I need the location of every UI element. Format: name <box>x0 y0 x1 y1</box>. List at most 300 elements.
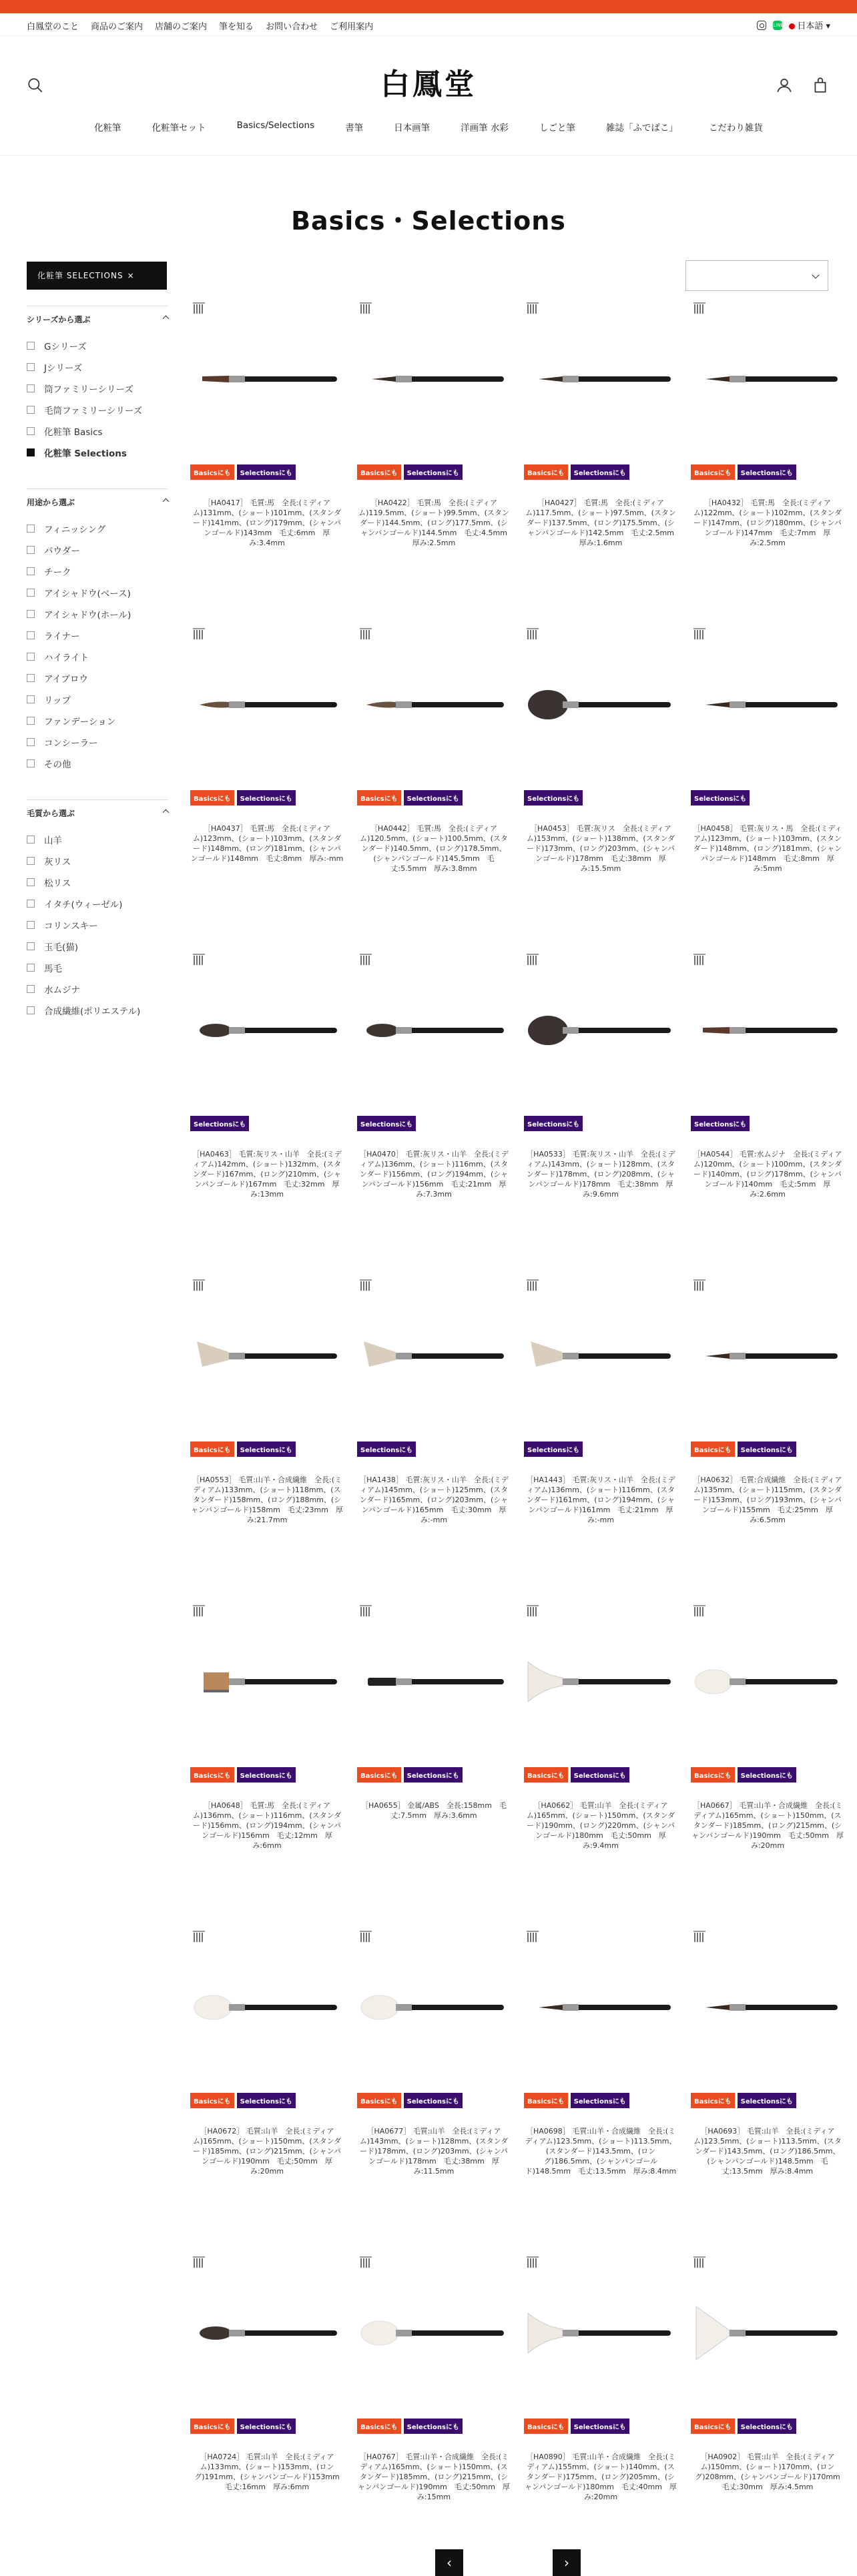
product-badges <box>524 2419 629 2434</box>
brush-image[interactable] <box>357 1276 511 1436</box>
filter-option-label: イタチ(ウィーゼル) <box>44 900 123 910</box>
filter-option[interactable] <box>27 757 71 770</box>
filter-option-label: 化粧筆 Basics <box>44 427 103 438</box>
utility-link[interactable]: お問い合わせ <box>266 22 318 32</box>
product-card[interactable] <box>190 1927 344 2221</box>
selections-badge: Selectionsにも <box>571 2419 629 2434</box>
product-card[interactable] <box>691 950 844 1244</box>
filter-option-label: 合成繊維(ポリエステル) <box>44 1006 141 1017</box>
checkbox[interactable] <box>27 525 35 533</box>
filter-option[interactable] <box>27 714 115 727</box>
site-header <box>0 37 857 117</box>
filter-option-label: コンシーラー <box>44 738 98 749</box>
brush-image[interactable] <box>357 2253 511 2413</box>
filter-option[interactable] <box>27 940 78 953</box>
filter-option-label: アイシャドウ(ベース) <box>44 589 131 599</box>
search-icon[interactable] <box>27 77 44 94</box>
checkbox[interactable] <box>27 921 35 929</box>
filter-option-label: ファンデーション <box>44 717 116 727</box>
checkbox[interactable] <box>27 964 35 972</box>
product-card[interactable] <box>691 625 844 918</box>
selections-badge: Selectionsにも <box>571 2093 629 2108</box>
selections-badge: Selectionsにも <box>571 1767 629 1783</box>
basics-badge: Basicsにも <box>524 2093 568 2108</box>
utility-bar <box>0 13 857 36</box>
product-description[interactable]: ［HA0427］ 毛質:馬 全長:(ミディアム)117.5mm、(ショート)97.5mm、(スタンダード)137.5mm、(ロング)175.5mm、(シャンパンゴールド)142.5mm 毛丈:2.5mm 厚み:1.6mm <box>525 499 681 547</box>
product-card[interactable] <box>691 1276 844 1570</box>
instagram-icon[interactable] <box>757 21 766 30</box>
product-description[interactable]: ［HA0648］ 毛質:馬 全長:(ミディアム)136mm、(ショート)116mm、(スタンダード)156mm、(ロング)194mm、(シャンパンゴールド)156mm 毛丈:12mm 厚み:6mm <box>192 1801 342 1850</box>
brush-image[interactable] <box>524 1927 677 2087</box>
filter-option-label: アイブロウ <box>44 674 88 685</box>
checkbox[interactable] <box>27 1006 35 1014</box>
checkbox[interactable] <box>27 406 35 414</box>
nav-item[interactable]: こだわり雑貨 <box>708 123 763 133</box>
brush-image[interactable] <box>190 2253 344 2413</box>
filter-option[interactable] <box>27 897 122 910</box>
product-description[interactable]: ［HA0422］ 毛質:馬 全長:(ミディアム)119.5mm、(ショート)99.5mm、(スタンダード)144.5mm、(ロング)177.5mm、(シャンパンゴールド)144.5mm 毛丈:4.5mm 厚み:2.5mm <box>358 499 515 547</box>
selections-badge: Selectionsにも <box>357 1441 416 1457</box>
product-image[interactable] <box>357 625 511 785</box>
filter-option-label: チーク <box>44 567 71 578</box>
checkbox[interactable] <box>27 610 35 618</box>
filter-option[interactable] <box>27 424 103 438</box>
product-image[interactable] <box>190 2253 344 2413</box>
product-image[interactable] <box>190 1276 344 1436</box>
brush-image[interactable] <box>190 299 344 459</box>
checkbox[interactable] <box>27 759 35 767</box>
filter-option-label: 山羊 <box>44 836 62 846</box>
product-description[interactable]: ［HA0677］ 毛質:山羊 全長:(ミディアム)143mm、(ショート)128mm、(スタンダード)178mm、(ロング)203mm、(シャンパンゴールド)178mm 毛丈:38mm 厚み:11.5mm <box>359 2127 509 2176</box>
filter-option[interactable] <box>27 360 82 374</box>
checkbox[interactable] <box>27 589 35 597</box>
product-badges <box>691 1116 750 1131</box>
brush-image[interactable] <box>357 625 511 785</box>
language-label: 日本語 <box>797 21 824 31</box>
product-badges <box>190 1767 296 1783</box>
product-badges <box>691 464 796 480</box>
checkbox[interactable] <box>27 363 35 371</box>
product-card[interactable] <box>190 1276 344 1570</box>
brush-image[interactable] <box>357 950 511 1110</box>
product-card[interactable] <box>190 625 344 918</box>
product-card[interactable] <box>357 1927 511 2221</box>
product-card[interactable] <box>691 1602 844 1895</box>
selections-badge: Selectionsにも <box>571 464 629 480</box>
product-card[interactable] <box>524 950 677 1244</box>
product-card[interactable] <box>691 2253 848 2547</box>
main-nav <box>0 120 857 144</box>
checkbox[interactable] <box>27 942 35 950</box>
brush-image[interactable] <box>524 1602 677 1762</box>
product-badges <box>524 1767 629 1783</box>
product-badges <box>357 1116 416 1131</box>
product-card[interactable] <box>524 1927 677 2221</box>
product-description[interactable]: ［HA0667］ 毛質:山羊・合成繊維 全長:(ミディアム)165mm、(ショート)150mm、(スタンダード)185mm、(ロング)215mm、(シャンパンゴールド)190mm 毛丈:50mm 厚み:20mm <box>691 1801 844 1850</box>
checkbox[interactable] <box>27 857 35 865</box>
selections-badge: Selectionsにも <box>237 1767 296 1783</box>
chevron-down-icon: ▾ <box>826 21 830 31</box>
selections-badge: Selectionsにも <box>691 790 750 806</box>
brush-image[interactable] <box>357 1927 511 2087</box>
product-card[interactable] <box>190 2253 347 2547</box>
product-image[interactable] <box>357 2253 511 2413</box>
product-card[interactable] <box>524 1602 677 1895</box>
brush-image[interactable] <box>357 1602 511 1762</box>
cart-icon[interactable] <box>812 77 829 94</box>
product-badges <box>357 2419 463 2434</box>
selections-badge: Selectionsにも <box>691 1116 750 1131</box>
checkbox[interactable] <box>27 985 35 993</box>
basics-badge: Basicsにも <box>357 2093 401 2108</box>
filter-option-label: アイシャドウ(ホール) <box>44 610 131 621</box>
product-card[interactable] <box>524 1276 677 1570</box>
utility-link[interactable]: 商品のご案内 <box>91 22 144 32</box>
checkbox[interactable] <box>27 738 35 746</box>
product-image[interactable] <box>190 1602 344 1762</box>
filter-option[interactable] <box>27 543 80 557</box>
product-image[interactable] <box>691 299 844 459</box>
nav-item[interactable]: 化粧筆 <box>94 123 121 133</box>
filter-option[interactable] <box>27 876 71 889</box>
filter-group-label: シリーズから選ぶ <box>27 315 91 324</box>
product-image[interactable] <box>357 950 511 1110</box>
product-image[interactable] <box>190 625 344 785</box>
utility-link[interactable]: 白鳳堂のこと <box>27 22 79 32</box>
product-badges <box>691 1767 796 1783</box>
brush-image[interactable] <box>691 1927 844 2087</box>
filter-option-label: 松リス <box>44 878 71 889</box>
checkbox[interactable] <box>27 674 35 682</box>
account-icon[interactable] <box>776 77 793 94</box>
active-filter-label: 化粧筆 SELECTIONS <box>37 271 123 280</box>
product-description[interactable]: ［HA0417］ 毛質:馬 全長:(ミディアム)131mm、(ショート)101mm、(スタンダード)141mm、(ロング)179mm、(シャンパンゴールド)143mm 毛丈:6mm 厚み:3.4mm <box>192 499 342 547</box>
filter-option[interactable] <box>27 1004 140 1017</box>
product-card[interactable] <box>357 625 511 918</box>
checkbox[interactable] <box>27 717 35 725</box>
pagination-next-button[interactable]: › <box>553 2549 581 2576</box>
product-badges <box>524 1116 583 1131</box>
checkbox[interactable] <box>27 427 35 435</box>
product-badges <box>190 790 296 806</box>
top-accent-bar <box>0 0 857 13</box>
filter-option-label: コリンスキー <box>44 921 98 932</box>
product-image[interactable] <box>691 2253 844 2413</box>
checkbox[interactable] <box>27 342 35 350</box>
filter-option[interactable] <box>27 650 89 663</box>
product-description[interactable]: ［HA0902］ 毛質:山羊 全長:(ミディアム)150mm、(ショート)170mm、(ロング)208mm、(シャンパンゴールド)170mm 毛丈:30mm 厚み:4.5mm <box>695 2453 848 2491</box>
brush-image[interactable] <box>190 1602 344 1762</box>
product-image[interactable] <box>691 1276 844 1436</box>
filter-option[interactable] <box>27 586 131 599</box>
product-description[interactable]: ［HA1438］ 毛質:灰リス・山羊 全長:(ミディアム)145mm、(ショート)125mm、(スタンダード)165mm、(ロング)203mm、(シャンパンゴールド)165mm 毛丈:30mm 厚み:-mm <box>359 1476 509 1524</box>
selections-badge: Selectionsにも <box>404 1767 463 1783</box>
product-image[interactable] <box>357 1927 511 2087</box>
logo[interactable]: 白鳳堂 <box>380 67 477 101</box>
basics-badge: Basicsにも <box>190 464 234 480</box>
basics-badge: Basicsにも <box>691 2419 735 2434</box>
product-description[interactable]: ［HA0470］ 毛質:灰リス・山羊 全長:(ミディアム)136mm、(ショート)116mm、(スタンダード)156mm、(ロング)194mm、(シャンパンゴールド)156mm 毛丈:21mm 厚み:7.3mm <box>359 1150 509 1199</box>
basics-badge: Basicsにも <box>524 464 568 480</box>
brush-image[interactable] <box>190 1276 344 1436</box>
selections-badge: Selectionsにも <box>738 2093 796 2108</box>
selections-badge: Selectionsにも <box>738 1767 796 1783</box>
product-card[interactable] <box>691 299 844 593</box>
filter-option-label: 水ムジナ <box>44 985 80 996</box>
checkbox[interactable] <box>27 836 35 844</box>
nav-item[interactable]: 雑誌「ふでばこ」 <box>605 123 678 133</box>
selections-badge: Selectionsにも <box>738 464 796 480</box>
product-description[interactable]: ［HA0544］ 毛質:水ムジナ 全長:(ミディアム)120mm、(ショート)100mm、(スタンダード)140mm、(ロング)178mm、(シャンパンゴールド)140mm 毛丈:5mm 厚み:2.6mm <box>693 1150 842 1199</box>
product-description[interactable]: ［HA0632］ 毛質:合成繊維 全長:(ミディアム)135mm、(ショート)115mm、(スタンダード)153mm、(ロング)193mm、(シャンパンゴールド)155mm 毛丈:25mm 厚み:6.5mm <box>693 1476 842 1524</box>
basics-badge: Basicsにも <box>357 1767 401 1783</box>
product-badges <box>190 1116 249 1131</box>
product-card[interactable] <box>691 1927 844 2221</box>
checkbox[interactable] <box>27 448 35 456</box>
selections-badge: Selectionsにも <box>404 790 463 806</box>
product-card[interactable] <box>357 1276 511 1570</box>
product-description[interactable]: ［HA0437］ 毛質:馬 全長:(ミディアム)123mm、(ショート)103mm、(スタンダード)148mm、(ロング)181mm、(シャンパンゴールド)148mm 毛丈:8mm 厚み:-mm <box>190 824 344 863</box>
filter-option[interactable] <box>27 693 71 706</box>
product-card[interactable] <box>190 299 344 593</box>
product-description[interactable]: ［HA0458］ 毛質:灰リス・馬 全長:(ミディアム)123mm、(ショート)103mm、(スタンダード)148mm、(ロング)181mm、(シャンパンゴールド)148mm 毛丈:8mm 厚み:5mm <box>693 824 842 873</box>
product-image[interactable] <box>524 950 677 1110</box>
basics-badge: Basicsにも <box>190 2419 234 2434</box>
brush-image[interactable] <box>691 2253 844 2413</box>
basics-badge: Basicsにも <box>190 790 234 806</box>
product-image[interactable] <box>524 2253 677 2413</box>
basics-badge: Basicsにも <box>357 2419 401 2434</box>
product-image[interactable] <box>190 950 344 1110</box>
product-badges <box>524 2093 629 2108</box>
filter-option-label: ライナー <box>44 631 80 642</box>
product-description[interactable]: ［HA1443］ 毛質:灰リス・山羊 全長:(ミディアム)136mm、(ショート)116mm、(スタンダード)161mm、(ロング)194mm、(シャンパンゴールド)161mm 毛丈:21mm 厚み:-mm <box>526 1476 675 1524</box>
product-description[interactable]: ［HA0655］ 金属/ABS 全長:158mm 毛丈:7.5mm 厚み:3.6mm <box>361 1801 507 1820</box>
product-card[interactable] <box>357 950 511 1244</box>
selections-badge: Selectionsにも <box>237 1441 296 1457</box>
filter-option-label: パウダー <box>44 546 80 557</box>
nav-item[interactable]: しごと筆 <box>539 123 575 133</box>
product-description[interactable]: ［HA0432］ 毛質:馬 全長:(ミディアム)122mm、(ショート)102mm、(スタンダード)147mm、(ロング)180mm、(シャンパンゴールド)147mm 毛丈:7mm 厚み:2.5mm <box>693 499 842 547</box>
brush-image[interactable] <box>691 299 844 459</box>
product-image[interactable] <box>524 625 677 785</box>
filter-divider <box>27 799 168 800</box>
brush-image[interactable] <box>691 950 844 1110</box>
filter-option-label: 馬毛 <box>44 964 62 974</box>
product-card[interactable] <box>190 950 344 1244</box>
filter-option-label: 筒ファミリーシリーズ <box>44 384 133 395</box>
checkbox[interactable] <box>27 384 35 392</box>
brush-image[interactable] <box>691 1602 844 1762</box>
product-image[interactable] <box>691 950 844 1110</box>
selections-badge: Selectionsにも <box>237 790 296 806</box>
product-description[interactable]: ［HA0698］ 毛質:山羊・合成繊維 全長:(ミディアム)123.5mm、(ショート)113.5mm、(スタンダード)143.5mm、(ロング)186.5mm、(シャンパンゴールド)148.5mm 毛丈:13.5mm 厚み:8.4mm <box>525 2127 677 2176</box>
basics-badge: Basicsにも <box>524 1767 568 1783</box>
filter-group-label: 毛質から選ぶ <box>27 809 75 818</box>
brush-image[interactable] <box>524 625 677 785</box>
checkbox[interactable] <box>27 900 35 908</box>
product-badges <box>357 1767 463 1783</box>
product-description[interactable]: ［HA0442］ 毛質:馬 全長:(ミディアム)120.5mm、(ショート)100.5mm、(スタンダード)140.5mm、(ロング)178.5mm、(シャンパンゴールド)145.5mm 毛丈:5.5mm 厚み:3.8mm <box>360 824 508 873</box>
product-description[interactable]: ［HA0463］ 毛質:灰リス・山羊 全長:(ミディアム)142mm、(ショート)132mm、(スタンダード)167mm、(ロング)210mm、(シャンパンゴールド)167mm 毛丈:32mm 厚み:13mm <box>192 1150 342 1199</box>
selections-badge: Selectionsにも <box>524 1116 583 1131</box>
nav-item[interactable]: 洋画筆 水彩 <box>461 123 509 133</box>
utility-links <box>27 19 373 32</box>
nav-item[interactable]: 化粧筆セット <box>152 123 206 133</box>
language-selector[interactable] <box>789 19 830 31</box>
filter-group-title[interactable] <box>27 314 168 325</box>
product-badges <box>524 790 583 806</box>
checkbox[interactable] <box>27 567 35 575</box>
checkbox[interactable] <box>27 546 35 554</box>
product-image[interactable] <box>524 1276 677 1436</box>
chevron-up-icon <box>163 810 170 816</box>
product-card[interactable] <box>190 1602 344 1895</box>
product-description[interactable]: ［HA0724］ 毛質:山羊 全長:(ミディアム)133mm、(ショート)153mm、(ロング)191mm、(シャンパンゴールド)153mm 毛丈:16mm 厚み:6mm <box>194 2453 347 2491</box>
pagination-prev-button[interactable]: ‹ <box>435 2549 463 2576</box>
product-badges <box>190 464 296 480</box>
brush-image[interactable] <box>691 625 844 785</box>
filter-option[interactable] <box>27 918 98 932</box>
filter-option[interactable] <box>27 607 131 621</box>
product-image[interactable] <box>190 1927 344 2087</box>
brush-image[interactable] <box>524 950 677 1110</box>
nav-item[interactable]: Basics/Selections <box>236 120 315 131</box>
product-badges <box>357 1441 416 1457</box>
filter-option[interactable] <box>27 961 62 974</box>
filter-option[interactable] <box>27 522 105 535</box>
product-description[interactable]: ［HA0453］ 毛質:灰リス 全長:(ミディアム)153mm、(ショート)138mm、(スタンダード)173mm、(ロング)203mm、(シャンパンゴールド)178mm 毛丈:38mm 厚み:15.5mm <box>526 824 675 873</box>
product-description[interactable]: ［HA0890］ 毛質:山羊・合成繊維 全長:(ミディアム)155mm、(ショート)140mm、(スタンダード)175mm、(ロング)205mm、(シャンパンゴールド)180mm 毛丈:40mm 厚み:20mm <box>525 2453 677 2501</box>
filter-option[interactable] <box>27 382 133 395</box>
filter-option[interactable] <box>27 833 62 846</box>
basics-badge: Basicsにも <box>691 2093 735 2108</box>
product-image[interactable] <box>524 299 677 459</box>
selections-badge: Selectionsにも <box>190 1116 249 1131</box>
filter-option[interactable] <box>27 629 80 642</box>
filter-option[interactable] <box>27 339 87 352</box>
product-image[interactable] <box>357 1276 511 1436</box>
brush-image[interactable] <box>691 1276 844 1436</box>
product-card[interactable] <box>357 299 515 593</box>
filter-option-label: 灰リス <box>44 857 71 868</box>
product-description[interactable]: ［HA0662］ 毛質:山羊 全長:(ミディアム)165mm、(ショート)150mm、(スタンダード)190mm、(ロング)220mm、(シャンパンゴールド)180mm 毛丈:50mm 厚み:9.4mm <box>526 1801 675 1850</box>
filter-option-label: 化粧筆 Selections <box>44 448 127 459</box>
line-icon[interactable]: LINE <box>773 21 782 30</box>
brush-image[interactable] <box>524 299 677 459</box>
product-card[interactable] <box>524 299 681 593</box>
product-image[interactable] <box>357 299 511 459</box>
utility-link[interactable]: 店舗のご案内 <box>155 22 208 32</box>
product-image[interactable] <box>691 1602 844 1762</box>
utility-link[interactable]: ご利用案内 <box>330 22 374 32</box>
product-badges <box>190 1441 296 1457</box>
filter-option-label: Gシリーズ <box>44 342 87 352</box>
product-card[interactable] <box>357 2253 511 2547</box>
product-badges <box>691 2093 796 2108</box>
checkbox[interactable] <box>27 878 35 886</box>
product-badges <box>524 464 629 480</box>
product-card[interactable] <box>357 1602 511 1895</box>
product-badges <box>190 2419 296 2434</box>
filter-group-title[interactable] <box>27 808 168 819</box>
product-badges <box>357 2093 463 2108</box>
filter-option-label: 毛筒ファミリーシリーズ <box>44 406 143 416</box>
filter-option-label: その他 <box>44 759 71 770</box>
checkbox[interactable] <box>27 653 35 661</box>
selections-badge: Selectionsにも <box>237 2093 296 2108</box>
product-description[interactable]: ［HA0672］ 毛質:山羊 全長:(ミディアム)165mm、(ショート)150mm、(スタンダード)185mm、(ロング)215mm、(シャンパンゴールド)190mm 毛丈:50mm 厚み:20mm <box>192 2127 342 2176</box>
product-badges <box>691 1441 796 1457</box>
product-image[interactable] <box>524 1602 677 1762</box>
filter-group-title[interactable] <box>27 497 168 508</box>
nav-item[interactable]: 書筆 <box>345 123 364 133</box>
product-badges <box>190 2093 296 2108</box>
brush-image[interactable] <box>357 299 511 459</box>
filter-option-label: フィニッシング <box>44 525 106 535</box>
product-description[interactable]: ［HA0553］ 毛質:山羊・合成繊維 全長:(ミディアム)133mm、(ショート)118mm、(スタンダード)158mm、(ロング)188mm、(シャンパンゴールド)158mm 毛丈:23mm 厚み:21.7mm <box>191 1476 343 1524</box>
product-card[interactable] <box>524 2253 677 2547</box>
product-badges <box>691 790 750 806</box>
filter-option[interactable] <box>27 671 88 685</box>
filter-option[interactable] <box>27 854 71 868</box>
filter-option[interactable] <box>27 403 142 416</box>
basics-badge: Basicsにも <box>357 464 401 480</box>
product-badges <box>357 790 463 806</box>
product-image[interactable] <box>190 299 344 459</box>
selections-badge: Selectionsにも <box>738 1441 796 1457</box>
product-description[interactable]: ［HA0767］ 毛質:山羊・合成繊維 全長:(ミディアム)165mm、(ショート)150mm、(スタンダード)185mm、(ロング)215mm、(シャンパンゴールド)190mm 毛丈:50mm 厚み:15mm <box>358 2453 510 2501</box>
active-filter-tag[interactable] <box>27 262 167 290</box>
utility-link[interactable]: 筆を知る <box>219 22 254 32</box>
product-image[interactable] <box>357 1602 511 1762</box>
basics-badge: Basicsにも <box>190 1441 234 1457</box>
product-card[interactable] <box>524 625 677 918</box>
brush-image[interactable] <box>190 1927 344 2087</box>
chevron-up-icon <box>163 499 170 505</box>
checkbox[interactable] <box>27 631 35 639</box>
product-badges <box>357 464 463 480</box>
selections-badge: Selectionsにも <box>524 790 583 806</box>
brush-image[interactable] <box>190 625 344 785</box>
selections-badge: Selectionsにも <box>404 464 463 480</box>
product-badges <box>691 2419 796 2434</box>
brush-image[interactable] <box>524 2253 677 2413</box>
sort-select[interactable] <box>685 260 828 291</box>
filter-option-label: ハイライト <box>44 653 89 663</box>
filter-option-label: 玉毛(猫) <box>44 942 79 953</box>
filter-option[interactable] <box>27 565 71 578</box>
filter-option[interactable] <box>27 735 98 749</box>
filter-option-label: リップ <box>44 695 71 706</box>
basics-badge: Basicsにも <box>190 2093 234 2108</box>
selections-badge: Selectionsにも <box>357 1116 416 1131</box>
basics-badge: Basicsにも <box>691 1767 735 1783</box>
product-image[interactable] <box>691 1927 844 2087</box>
product-description[interactable]: ［HA0693］ 毛質:山羊 全長:(ミディアム)123.5mm、(ショート)113.5mm、(スタンダード)143.5mm、(ロング)186.5mm、(シャンパンゴールド)148.5mm 毛丈:13.5mm 厚み:8.4mm <box>693 2127 842 2176</box>
product-description[interactable]: ［HA0533］ 毛質:灰リス・山羊 全長:(ミディアム)143mm、(ショート)128mm、(スタンダード)178mm、(ロング)208mm、(シャンパンゴールド)178mm 毛丈:38mm 厚み:9.6mm <box>526 1150 675 1199</box>
product-image[interactable] <box>524 1927 677 2087</box>
close-icon[interactable]: × <box>127 271 135 280</box>
brush-image[interactable] <box>190 950 344 1110</box>
nav-item[interactable]: 日本画筆 <box>394 123 431 133</box>
filter-option[interactable] <box>27 982 80 996</box>
checkbox[interactable] <box>27 695 35 703</box>
product-image[interactable] <box>691 625 844 785</box>
brush-image[interactable] <box>524 1276 677 1436</box>
basics-badge: Basicsにも <box>524 2419 568 2434</box>
filter-option[interactable] <box>27 446 127 459</box>
